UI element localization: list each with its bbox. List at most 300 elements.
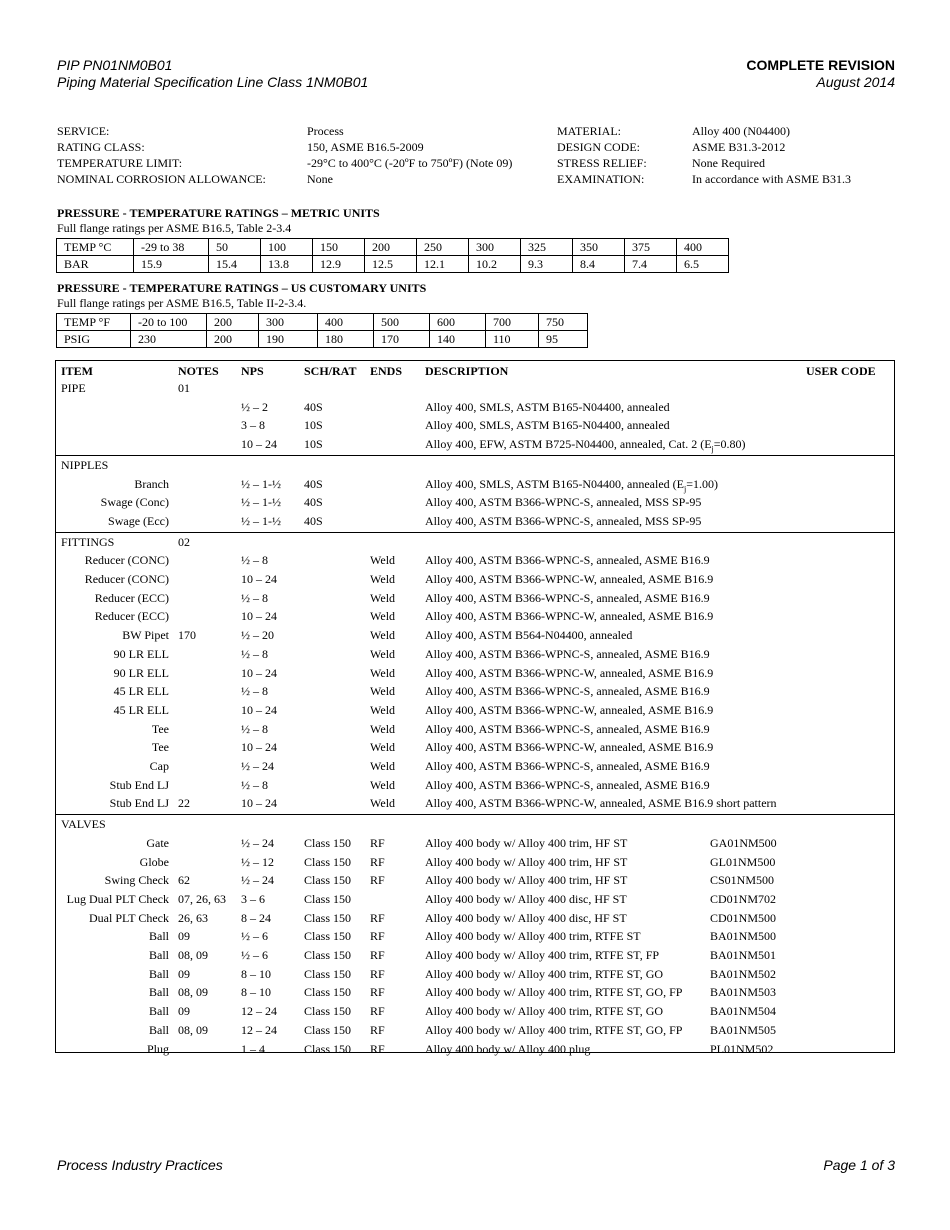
row-item: Tee <box>151 721 169 736</box>
row-ends: Weld <box>370 553 396 568</box>
row-nps: ½ – 8 <box>241 590 268 605</box>
row-item: Stub End LJ <box>109 777 169 792</box>
document-header-right <box>746 57 895 91</box>
temp-cell: 200 <box>365 239 417 256</box>
row-user-code: GA01NM500 <box>710 835 777 850</box>
description-tail: =1.00) <box>686 476 718 491</box>
row-user-code: PL01NM502 <box>710 1041 774 1056</box>
col-header-item: ITEM <box>61 364 94 378</box>
table-row <box>56 701 894 720</box>
row-description <box>425 398 670 417</box>
temp-cell: 325 <box>521 239 573 256</box>
table-row <box>56 983 894 1002</box>
row-item: Swage (Conc) <box>100 495 169 510</box>
row-ends: RF <box>370 966 385 981</box>
table-row <box>56 834 894 853</box>
row-notes: 09 <box>178 929 190 944</box>
row-notes: 26, 63 <box>178 910 208 925</box>
row-nps: ½ – 1-½ <box>241 513 281 528</box>
row-sch-rat: 10S <box>304 418 323 433</box>
row-description <box>425 983 682 1002</box>
row-sch-rat: Class 150 <box>304 1022 352 1037</box>
footer-page-number: Page 1 of 3 <box>823 1157 895 1173</box>
row-ends: Weld <box>370 684 396 699</box>
temp-cell: 200 <box>207 314 259 331</box>
row-description <box>425 551 710 570</box>
row-item: Plug <box>146 1041 169 1056</box>
temp-cell: 50 <box>209 239 261 256</box>
row-nps: ½ – 8 <box>241 777 268 792</box>
service-value-2: Alloy 400 (N04400) <box>692 124 790 138</box>
row-nps: 8 – 24 <box>241 910 271 925</box>
description-text: Alloy 400, ASTM B366-WPNC-S, annealed, ASME B16.9 <box>425 590 710 605</box>
row-nps: ½ – 8 <box>241 684 268 699</box>
us-ratings-subtitle: Full flange ratings per ASME B16.5, Table II-2-3.4. <box>57 296 307 310</box>
row-description <box>425 645 710 664</box>
temp-cell: 600 <box>430 314 486 331</box>
row-ends: Weld <box>370 628 396 643</box>
temp-cell: 700 <box>486 314 539 331</box>
service-row <box>57 155 902 171</box>
row-user-code: CD01NM702 <box>710 891 777 906</box>
row-nps: ½ – 2 <box>241 399 268 414</box>
row-item: Gate <box>146 835 169 850</box>
temp-cell: 300 <box>469 239 521 256</box>
piping-components-table <box>55 360 895 1056</box>
row-nps: 10 – 24 <box>241 609 277 624</box>
row-sch-rat: Class 150 <box>304 891 352 906</box>
description-text: Alloy 400 body w/ Alloy 400 trim, RTFE ST <box>425 929 641 944</box>
row-ends: Weld <box>370 609 396 624</box>
row-user-code: BA01NM505 <box>710 1022 777 1037</box>
table-row <box>56 946 894 965</box>
row-description <box>425 493 701 512</box>
row-description <box>425 720 710 739</box>
row-sch-rat: 40S <box>304 495 323 510</box>
table-row <box>56 1002 894 1021</box>
temp-cell: 250 <box>417 239 469 256</box>
metric-ratings-subtitle: Full flange ratings per ASME B16.5, Table 2-3.4 <box>57 221 292 235</box>
row-item: Cap <box>149 759 169 773</box>
row-ends: Weld <box>370 796 396 811</box>
row-notes: 22 <box>178 796 190 811</box>
section-name: VALVES <box>61 817 106 832</box>
row-description <box>425 1040 590 1059</box>
pressure-cell: 13.8 <box>261 256 313 273</box>
row-nps: ½ – 1-½ <box>241 476 281 491</box>
description-text: Alloy 400, ASTM B366-WPNC-S, annealed, ASME B16.9 <box>425 553 710 568</box>
description-text: Alloy 400, ASTM B366-WPNC-W, annealed, ASME B16.9 <box>425 740 714 755</box>
row-user-code: BA01NM504 <box>710 1004 777 1019</box>
row-ends: Weld <box>370 777 396 792</box>
col-header-nps: NPS <box>241 364 264 378</box>
table-row <box>56 965 894 984</box>
row-ends: Weld <box>370 702 396 717</box>
row-description <box>425 1021 682 1040</box>
description-subscript: j <box>684 483 687 493</box>
description-text: Alloy 400, ASTM B366-WPNC-W, annealed, ASME B16.9 <box>425 572 714 586</box>
row-nps: ½ – 6 <box>241 948 268 962</box>
description-text: Alloy 400 body w/ Alloy 400 disc, HF ST <box>425 891 627 906</box>
temp-cell: 350 <box>573 239 625 256</box>
service-info-table <box>57 123 902 187</box>
temp-cell: 150 <box>313 239 365 256</box>
row-description <box>425 853 627 872</box>
service-label: RATING CLASS: <box>57 140 145 154</box>
section-header-row <box>56 379 894 398</box>
service-label: NOMINAL CORROSION ALLOWANCE: <box>57 172 266 186</box>
document-id: PIP PN01NM0B01 <box>57 57 173 73</box>
table-row <box>56 738 894 757</box>
pressure-cell: 7.4 <box>625 256 677 273</box>
service-row <box>57 123 902 139</box>
row-description <box>425 570 713 589</box>
description-subscript: j <box>711 444 714 454</box>
table-row <box>56 645 894 664</box>
revision-label: COMPLETE REVISION <box>746 57 895 73</box>
row-ends: RF <box>370 910 385 925</box>
row-item: Stub End LJ <box>109 796 169 811</box>
row-nps: ½ – 8 <box>241 646 268 661</box>
service-row <box>57 139 902 155</box>
description-text: Alloy 400, SMLS, ASTM B165-N04400, annealed (E <box>425 476 684 491</box>
section-notes: 01 <box>178 381 190 395</box>
row-item: 90 LR ELL <box>113 665 169 680</box>
table-row <box>56 589 894 608</box>
service-value-2: In accordance with ASME B31.3 <box>692 172 851 186</box>
row-nps: ½ – 24 <box>241 873 274 888</box>
service-label-2: DESIGN CODE: <box>557 140 640 154</box>
pressure-label-cell: PSIG <box>57 331 131 348</box>
description-text: Alloy 400, ASTM B366-WPNC-S, annealed, ASME B16.9 <box>425 777 710 792</box>
row-ends: RF <box>370 1004 385 1019</box>
row-notes: 07, 26, 63 <box>178 891 226 906</box>
row-ends: Weld <box>370 590 396 605</box>
row-sch-rat: Class 150 <box>304 948 352 962</box>
pressure-cell: 8.4 <box>573 256 625 273</box>
row-description <box>425 757 710 776</box>
section-header-row <box>56 815 894 834</box>
row-nps: ½ – 12 <box>241 854 274 869</box>
row-sch-rat: 10S <box>304 437 323 452</box>
description-text: Alloy 400 body w/ Alloy 400 trim, RTFE ST, GO <box>425 966 664 981</box>
table-row <box>56 909 894 928</box>
row-sch-rat: Class 150 <box>304 835 352 850</box>
description-text: Alloy 400 body w/ Alloy 400 trim, RTFE ST, GO, FP <box>425 1022 683 1037</box>
pressure-cell: 170 <box>374 331 430 348</box>
row-description <box>425 664 713 683</box>
service-label-2: STRESS RELIEF: <box>557 156 647 170</box>
description-text: Alloy 400, ASTM B366-WPNC-S, annealed, MSS SP-95 <box>425 495 702 510</box>
row-item: Branch <box>134 476 169 491</box>
pressure-cell: 110 <box>486 331 539 348</box>
row-item: 45 LR ELL <box>113 702 169 717</box>
pressure-cell: 190 <box>259 331 318 348</box>
row-ends: RF <box>370 929 385 944</box>
row-ends: Weld <box>370 572 396 586</box>
row-nps: 10 – 24 <box>241 572 277 586</box>
table-row <box>56 776 894 795</box>
row-item: Dual PLT Check <box>89 910 169 925</box>
pressure-cell: 6.5 <box>677 256 729 273</box>
col-header-ends: ENDS <box>370 364 403 378</box>
table-row <box>56 512 894 531</box>
footer-publisher: Process Industry Practices <box>57 1157 223 1173</box>
document-title: Piping Material Specification Line Class 1NM0B01 <box>57 74 369 90</box>
row-sch-rat: Class 150 <box>304 929 352 944</box>
metric-ratings-title: PRESSURE - TEMPERATURE RATINGS – METRIC UNITS <box>57 206 380 220</box>
description-text: Alloy 400, ASTM B366-WPNC-S, annealed, ASME B16.9 <box>425 684 710 699</box>
row-item: Swage (Ecc) <box>108 513 169 528</box>
table-row <box>56 871 894 890</box>
service-row <box>57 171 902 187</box>
temp-cell: 375 <box>625 239 677 256</box>
row-ends: RF <box>370 835 385 850</box>
col-header-notes: NOTES <box>178 364 219 378</box>
row-description <box>425 776 710 795</box>
row-user-code: BA01NM500 <box>710 929 777 944</box>
row-item: Tee <box>151 740 169 755</box>
row-item: Reducer (CONC) <box>84 572 169 586</box>
pressure-cell: 200 <box>207 331 259 348</box>
row-description <box>425 512 701 531</box>
table-row <box>56 416 894 435</box>
service-label: SERVICE: <box>57 124 110 138</box>
table-row <box>56 551 894 570</box>
service-label-2: MATERIAL: <box>557 124 621 138</box>
table-row <box>56 927 894 946</box>
section-name: FITTINGS <box>61 534 115 549</box>
description-text: Alloy 400, ASTM B366-WPNC-W, annealed, ASME B16.9 short pattern <box>425 796 777 811</box>
row-nps: 10 – 24 <box>241 702 277 717</box>
section-header-row <box>56 456 894 475</box>
description-text: Alloy 400, ASTM B366-WPNC-W, annealed, ASME B16.9 <box>425 665 714 680</box>
service-value: 150, ASME B16.5-2009 <box>307 140 424 154</box>
row-user-code: CS01NM500 <box>710 873 775 888</box>
table-row <box>56 890 894 909</box>
description-text: Alloy 400 body w/ Alloy 400 trim, HF ST <box>425 873 628 888</box>
row-notes: 08, 09 <box>178 985 208 1000</box>
row-item: Ball <box>149 1022 169 1037</box>
row-item: Globe <box>139 854 169 869</box>
section-name: PIPE <box>61 381 86 395</box>
description-text: Alloy 400, EFW, ASTM B725-N04400, annealed, Cat. 2 (E <box>425 437 712 452</box>
description-text: Alloy 400, ASTM B366-WPNC-S, annealed, ASME B16.9 <box>425 759 710 773</box>
row-notes: 08, 09 <box>178 948 208 962</box>
row-ends: RF <box>370 948 385 962</box>
pressure-cell: 10.2 <box>469 256 521 273</box>
col-header-sch-rat: SCH/RAT <box>304 364 357 378</box>
row-nps: 12 – 24 <box>241 1022 277 1037</box>
description-text: Alloy 400 body w/ Alloy 400 disc, HF ST <box>425 910 627 925</box>
row-user-code: BA01NM503 <box>710 985 777 1000</box>
row-user-code: BA01NM502 <box>710 966 777 981</box>
temp-cell: 100 <box>261 239 313 256</box>
temp-cell: -29 to 38 <box>134 239 209 256</box>
metric-ratings-table <box>56 238 729 273</box>
row-item: Ball <box>149 966 169 981</box>
row-sch-rat: Class 150 <box>304 1004 352 1019</box>
row-item: BW Pipet <box>122 628 169 643</box>
pressure-cell: 230 <box>131 331 207 348</box>
description-text: Alloy 400 body w/ Alloy 400 trim, RTFE ST, GO <box>425 1004 664 1019</box>
row-sch-rat: 40S <box>304 476 323 491</box>
description-text: Alloy 400, ASTM B366-WPNC-S, annealed, MSS SP-95 <box>425 513 702 528</box>
row-nps: ½ – 1-½ <box>241 495 281 510</box>
row-sch-rat: Class 150 <box>304 1041 352 1056</box>
description-text: Alloy 400 body w/ Alloy 400 plug <box>425 1041 591 1056</box>
col-header-description: DESCRIPTION <box>425 364 509 378</box>
section-header-row <box>56 533 894 552</box>
row-sch-rat: Class 150 <box>304 854 352 869</box>
row-sch-rat: Class 150 <box>304 910 352 925</box>
description-text: Alloy 400, ASTM B366-WPNC-S, annealed, ASME B16.9 <box>425 646 710 661</box>
row-description <box>425 946 659 965</box>
row-sch-rat: 40S <box>304 513 323 528</box>
row-nps: ½ – 8 <box>241 553 268 568</box>
row-nps: 3 – 6 <box>241 891 265 906</box>
row-sch-rat: Class 150 <box>304 966 352 981</box>
row-description <box>425 607 713 626</box>
row-description <box>425 682 710 701</box>
temp-cell: 500 <box>374 314 430 331</box>
row-nps: ½ – 24 <box>241 759 274 773</box>
pressure-cell: 9.3 <box>521 256 573 273</box>
row-description <box>425 589 710 608</box>
service-value: Process <box>307 124 344 138</box>
row-ends: Weld <box>370 740 396 755</box>
row-nps: ½ – 6 <box>241 929 268 944</box>
us-ratings-title: PRESSURE - TEMPERATURE RATINGS – US CUSTOMARY UNITS <box>57 281 427 295</box>
table-row <box>56 1040 894 1059</box>
temp-cell: -20 to 100 <box>131 314 207 331</box>
row-user-code: BA01NM501 <box>710 948 777 962</box>
row-description <box>425 965 663 984</box>
description-text: Alloy 400 body w/ Alloy 400 trim, RTFE ST, FP <box>425 948 660 962</box>
row-item: Reducer (ECC) <box>94 590 169 605</box>
description-text: Alloy 400 body w/ Alloy 400 trim, RTFE ST, GO, FP <box>425 985 683 1000</box>
row-item: Ball <box>149 929 169 944</box>
row-item: Reducer (ECC) <box>94 609 169 624</box>
row-ends: RF <box>370 854 385 869</box>
table-row <box>56 853 894 872</box>
row-nps: 10 – 24 <box>241 437 277 452</box>
row-nps: ½ – 24 <box>241 835 274 850</box>
row-nps: 8 – 10 <box>241 966 271 981</box>
description-text: Alloy 400, ASTM B366-WPNC-S, annealed, ASME B16.9 <box>425 721 710 736</box>
description-text: Alloy 400 body w/ Alloy 400 trim, HF ST <box>425 854 628 869</box>
row-ends: Weld <box>370 665 396 680</box>
service-value-2: None Required <box>692 156 765 170</box>
row-item: 45 LR ELL <box>113 684 169 699</box>
temp-cell: 400 <box>318 314 374 331</box>
description-text: Alloy 400, ASTM B366-WPNC-W, annealed, ASME B16.9 <box>425 609 714 624</box>
row-user-code: GL01NM500 <box>710 854 776 869</box>
table-row <box>56 1021 894 1040</box>
table-row <box>56 435 894 454</box>
row-item: Ball <box>149 1004 169 1019</box>
pressure-cell: 95 <box>539 331 588 348</box>
row-sch-rat: 40S <box>304 399 323 414</box>
table-row <box>56 398 894 417</box>
row-user-code: CD01NM500 <box>710 910 777 925</box>
row-nps: 12 – 24 <box>241 1004 277 1019</box>
row-ends: RF <box>370 1022 385 1037</box>
document-header-left <box>57 57 368 91</box>
pressure-label-cell: BAR <box>57 256 134 273</box>
row-notes: 62 <box>178 873 190 888</box>
row-description <box>425 738 713 757</box>
row-description <box>425 626 632 645</box>
row-ends: RF <box>370 985 385 1000</box>
row-sch-rat: Class 150 <box>304 985 352 1000</box>
us-ratings-table <box>56 313 588 348</box>
service-label-2: EXAMINATION: <box>557 172 645 186</box>
row-description <box>425 416 670 435</box>
description-text: Alloy 400, SMLS, ASTM B165-N04400, annealed <box>425 418 670 433</box>
section-notes: 02 <box>178 534 190 549</box>
service-value-2: ASME B31.3-2012 <box>692 140 786 154</box>
row-notes: 170 <box>178 628 196 643</box>
pressure-cell: 12.9 <box>313 256 365 273</box>
row-ends: Weld <box>370 646 396 661</box>
row-nps: 1 – 4 <box>241 1041 265 1056</box>
table-row <box>56 682 894 701</box>
table-row <box>56 493 894 512</box>
row-item: Reducer (CONC) <box>84 553 169 568</box>
table-row <box>56 475 894 494</box>
table-row <box>56 570 894 589</box>
temp-label-cell: TEMP °F <box>57 314 131 331</box>
pressure-cell: 12.5 <box>365 256 417 273</box>
row-item: Ball <box>149 985 169 1000</box>
temp-cell: 300 <box>259 314 318 331</box>
description-text: Alloy 400, ASTM B366-WPNC-W, annealed, ASME B16.9 <box>425 702 714 717</box>
row-item: 90 LR ELL <box>113 646 169 661</box>
row-description <box>425 794 777 813</box>
row-ends: Weld <box>370 759 396 773</box>
row-sch-rat: Class 150 <box>304 873 352 888</box>
row-description <box>425 1002 663 1021</box>
row-description <box>425 909 627 928</box>
service-value: None <box>307 172 333 186</box>
table-row <box>56 626 894 645</box>
temp-cell: 750 <box>539 314 588 331</box>
row-description <box>425 834 627 853</box>
row-nps: ½ – 20 <box>241 628 274 643</box>
revision-date: August 2014 <box>816 74 895 90</box>
row-notes: 08, 09 <box>178 1022 208 1037</box>
pressure-cell: 15.9 <box>134 256 209 273</box>
row-nps: 8 – 10 <box>241 985 271 1000</box>
row-description <box>425 701 713 720</box>
description-text: Alloy 400, ASTM B564-N04400, annealed <box>425 628 633 643</box>
row-nps: 10 – 24 <box>241 740 277 755</box>
table-row <box>56 720 894 739</box>
section-name: NIPPLES <box>61 457 109 472</box>
row-ends: RF <box>370 1041 385 1056</box>
table-row <box>56 794 894 813</box>
temp-label-cell: TEMP °C <box>57 239 134 256</box>
table-row <box>56 607 894 626</box>
row-ends: RF <box>370 873 385 888</box>
table-row <box>56 757 894 776</box>
table-row <box>56 664 894 683</box>
col-header-user-code: USER CODE <box>806 364 876 378</box>
description-text: Alloy 400 body w/ Alloy 400 trim, HF ST <box>425 835 628 850</box>
row-nps: 10 – 24 <box>241 665 277 680</box>
description-tail: =0.80) <box>713 437 746 452</box>
